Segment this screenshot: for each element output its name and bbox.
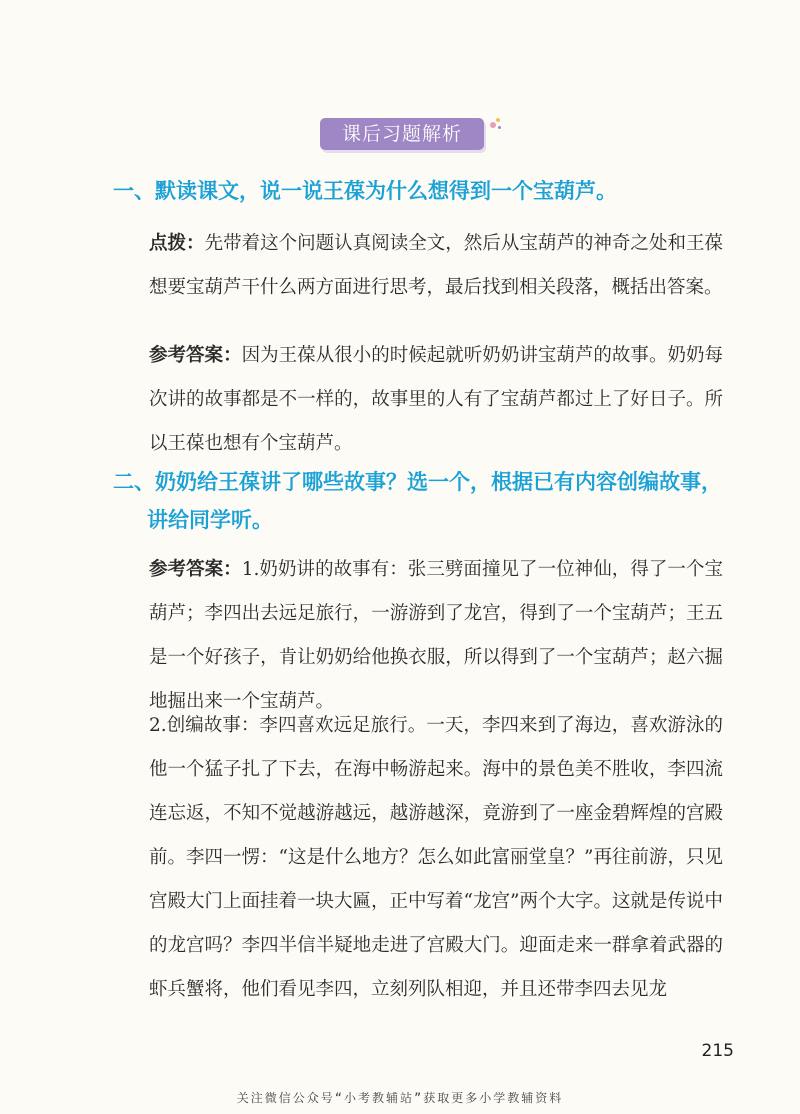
question-2-title [113,463,733,539]
dot-purple [498,126,501,129]
dot-yellow [496,118,500,122]
answer-text: 因为王葆从很小的时候起就听奶奶讲宝葫芦的故事。奶奶每次讲的故事都是不一样的，故事里的人有了宝葫芦都过上了好日子。所以王葆也想有个宝葫芦。 [149,345,723,454]
question-2-story: 2.创编故事：李四喜欢远足旅行。一天，李四来到了海边，喜欢游泳的他一个猛子扎了下去，在海中畅游起来。海中的景色美不胜收，李四流连忘返，不知不觉越游越远，越游越深，竟游到了一座金碧辉煌的宫殿前。李四一愣：“这是什么地方？怎么如此富丽堂皇？”再往前游，只见宫殿大门上面挂着一块大匾，正中写着“龙宫”两个大字。这就是传说中的龙宫吗？李四半信半疑地走进了宫殿大门。迎面走来一群拿着武器的虾兵蟹将，他们看见李四，立刻列队相迎，并且还带李四去见龙 [149,715,723,1000]
section-badge-wrap [320,118,484,150]
question-1-title: 一、默读课文，说一说王葆为什么想得到一个宝葫芦。 [113,179,617,203]
question-2-title-line1: 二、奶奶给王葆讲了哪些故事？选一个，根据已有内容创编故事， [113,470,722,494]
hint-label: 点拨： [149,233,205,254]
hint-text: 先带着这个问题认真阅读全文，然后从宝葫芦的神奇之处和王葆想要宝葫芦干什么两方面进行思考，最后找到相关段落，概括出答案。 [149,233,723,298]
question-1-answer [149,334,723,466]
section-badge: 课后习题解析 [320,118,484,150]
question-1-hint [149,222,723,310]
decorative-dots-icon [490,118,506,134]
footer-note: 关注微信公众号“小考教辅站”获取更多小学教辅资料 [236,1091,564,1105]
question-2-title-line2: 讲给同学听。 [147,508,273,532]
answer-text: 1.奶奶讲的故事有：张三劈面撞见了一位神仙，得了一个宝葫芦；李四出去远足旅行，一游游到了龙宫，得到了一个宝葫芦；王五是一个好孩子，肯让奶奶给他换衣服，所以得到了一个宝葫芦；赵六掘地掘出来一个宝葫芦。 [149,559,723,712]
dot-pink [490,122,496,128]
answer-label: 参考答案： [149,345,242,366]
page-number: 215 [701,1041,734,1061]
answer-label: 参考答案： [149,559,242,580]
question-2-answer [149,548,723,724]
